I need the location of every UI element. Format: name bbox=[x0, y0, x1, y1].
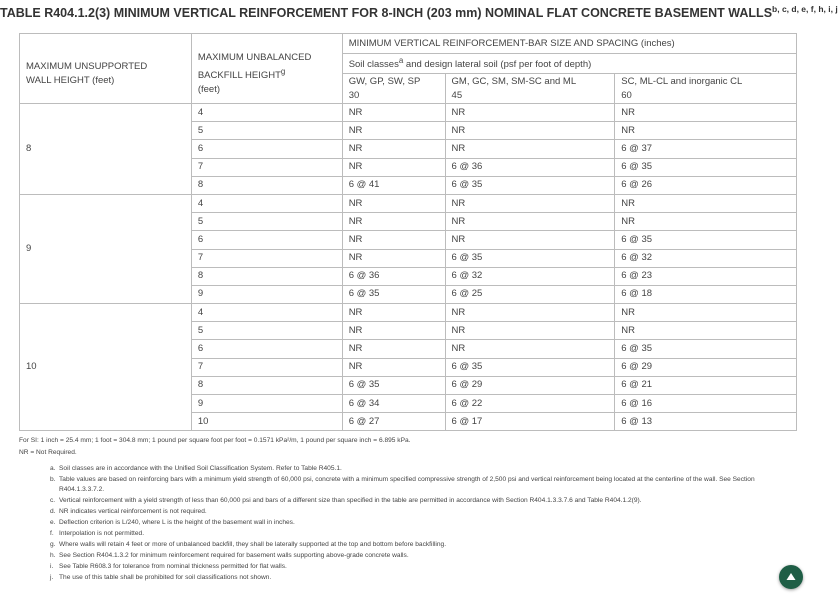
footnote-item bbox=[19, 475, 794, 496]
reinforcement-cell: 6 @ 18 bbox=[615, 285, 797, 303]
footnote-text: See Section R404.1.3.2 for minimum reinforcement required for basement walls supporting above-grade concrete walls. bbox=[59, 552, 409, 560]
title-footnote-refs[interactable]: b, c, d, e, f, h, i, j bbox=[772, 4, 838, 14]
reinforcement-cell: 6 @ 27 bbox=[342, 413, 445, 431]
reinforcement-cell: NR bbox=[615, 213, 797, 231]
reinforcement-cell: NR bbox=[615, 194, 797, 212]
footnote-text: Interpolation is not permitted. bbox=[59, 530, 145, 538]
reinforcement-cell: 6 @ 35 bbox=[342, 285, 445, 303]
backfill-height-cell: 7 bbox=[191, 358, 342, 376]
reinforcement-cell: NR bbox=[445, 231, 615, 249]
footnote-marker: b. bbox=[50, 475, 56, 483]
reinforcement-cell: NR bbox=[342, 340, 445, 358]
reinforcement-cell: 6 @ 41 bbox=[342, 176, 445, 194]
reinforcement-cell: 6 @ 35 bbox=[342, 376, 445, 394]
reinforcement-cell: NR bbox=[342, 249, 445, 267]
reinforcement-cell: 6 @ 35 bbox=[445, 249, 615, 267]
reinforcement-table bbox=[19, 33, 797, 431]
header-backfill-height bbox=[191, 34, 342, 104]
reinforcement-cell: NR bbox=[342, 122, 445, 140]
reinforcement-cell: NR bbox=[342, 213, 445, 231]
reinforcement-cell: NR bbox=[615, 322, 797, 340]
wall-height-cell: 8 bbox=[20, 104, 192, 195]
reinforcement-cell: 6 @ 21 bbox=[615, 376, 797, 394]
reinforcement-cell: 6 @ 22 bbox=[445, 395, 615, 413]
reinforcement-cell: NR bbox=[342, 358, 445, 376]
backfill-height-cell: 5 bbox=[191, 122, 342, 140]
footnote-marker: i. bbox=[50, 563, 54, 571]
footnote-item bbox=[19, 540, 794, 551]
backfill-height-cell: 7 bbox=[191, 158, 342, 176]
reinforcement-cell: NR bbox=[445, 213, 615, 231]
reinforcement-cell: NR bbox=[615, 104, 797, 122]
soil-col-header bbox=[342, 74, 445, 104]
arrow-up-icon bbox=[785, 571, 797, 583]
footnote-text: See Table R608.3 for tolerance from nominal thickness permitted for flat walls. bbox=[59, 563, 287, 571]
reinforcement-cell: 6 @ 35 bbox=[445, 358, 615, 376]
soil-col-header bbox=[615, 74, 797, 104]
scroll-top-button[interactable] bbox=[779, 565, 803, 589]
reinforcement-cell: NR bbox=[615, 304, 797, 322]
reinforcement-cell: 6 @ 36 bbox=[342, 267, 445, 285]
reinforcement-cell: NR bbox=[342, 104, 445, 122]
backfill-height-cell: 4 bbox=[191, 194, 342, 212]
backfill-height-cell: 8 bbox=[191, 267, 342, 285]
reinforcement-cell: 6 @ 35 bbox=[615, 158, 797, 176]
footnote-marker: j. bbox=[50, 574, 54, 582]
footnote-text: The use of this table shall be prohibited for soil classifications not shown. bbox=[59, 574, 272, 582]
wall-height-cell: 10 bbox=[20, 304, 192, 431]
backfill-height-cell: 6 bbox=[191, 231, 342, 249]
reinforcement-cell: NR bbox=[445, 340, 615, 358]
reinforcement-cell: 6 @ 23 bbox=[615, 267, 797, 285]
reinforcement-cell: 6 @ 32 bbox=[615, 249, 797, 267]
backfill-height-cell: 4 bbox=[191, 304, 342, 322]
reinforcement-cell: NR bbox=[445, 140, 615, 158]
reinforcement-cell: 6 @ 25 bbox=[445, 285, 615, 303]
soil-col-name: SC, ML-CL and inorganic CL bbox=[621, 75, 743, 87]
soil-col-psf: 60 bbox=[621, 89, 632, 101]
header-soil-label: Soil classes bbox=[348, 59, 399, 71]
footnote-marker: c. bbox=[50, 497, 56, 505]
backfill-height-cell: 9 bbox=[191, 285, 342, 303]
footnote-text: Where walls will retain 4 feet or more of unbalanced backfill, they shall be laterally supported at the top and bottom before backfilling. bbox=[59, 541, 447, 549]
reinforcement-cell: NR bbox=[342, 322, 445, 340]
reinforcement-cell: NR bbox=[342, 158, 445, 176]
header-backfill-text: MAXIMUM UNBALANCED BACKFILL HEIGHT bbox=[197, 51, 312, 82]
footnote-marker: e. bbox=[50, 519, 56, 527]
backfill-height-cell: 10 bbox=[191, 413, 342, 431]
footnote-text: NR indicates vertical reinforcement is not required. bbox=[59, 508, 207, 516]
footnote-item bbox=[19, 573, 794, 584]
reinforcement-cell: 6 @ 35 bbox=[445, 176, 615, 194]
reinforcement-cell: NR bbox=[615, 122, 797, 140]
reinforcement-cell: NR bbox=[342, 194, 445, 212]
wall-height-cell: 9 bbox=[20, 194, 192, 303]
footnote-item bbox=[19, 507, 794, 518]
footnote-marker: d. bbox=[50, 508, 56, 516]
backfill-height-cell: 8 bbox=[191, 176, 342, 194]
header-soil-sup[interactable]: a bbox=[398, 56, 404, 66]
header-wall-height-text: MAXIMUM UNSUPPORTED WALL HEIGHT (feet) bbox=[26, 61, 148, 86]
header-soil-rest: and design lateral soil (psf per foot of depth) bbox=[403, 59, 592, 71]
backfill-height-cell: 8 bbox=[191, 376, 342, 394]
footnote-item bbox=[19, 529, 794, 540]
soil-col-name: GM, GC, SM, SM-SC and ML bbox=[451, 75, 577, 87]
reinforcement-cell: 6 @ 36 bbox=[445, 158, 615, 176]
table-row bbox=[20, 304, 797, 322]
reinforcement-cell: NR bbox=[445, 194, 615, 212]
reinforcement-cell: NR bbox=[445, 104, 615, 122]
footnote-item bbox=[19, 562, 794, 573]
footnote-marker: g. bbox=[50, 541, 56, 549]
footnote-marker: f. bbox=[50, 530, 54, 538]
backfill-height-cell: 6 bbox=[191, 340, 342, 358]
backfill-height-cell: 9 bbox=[191, 395, 342, 413]
footnote-marker: h. bbox=[50, 552, 56, 560]
header-reinforcement-group: MINIMUM VERTICAL REINFORCEMENT-BAR SIZE AND SPACING (inches) bbox=[342, 34, 796, 54]
reinforcement-cell: NR bbox=[445, 122, 615, 140]
si-note: For SI: 1 inch = 25.4 mm; 1 foot = 304.8 mm; 1 pound per square foot per foot = 0.1571 kPa²/m, 1 pound per square inch = 6.895 kPa. bbox=[19, 437, 411, 444]
table-title-text: TABLE R404.1.2(3) MINIMUM VERTICAL REINFORCEMENT FOR 8-INCH (203 mm) NOMINAL FLAT CONCRETE BASEMENT WALLS bbox=[0, 6, 773, 21]
soil-col-psf: 30 bbox=[348, 89, 360, 101]
header-wall-height bbox=[20, 34, 192, 104]
reinforcement-cell: 6 @ 13 bbox=[615, 413, 797, 431]
soil-col-name: GW, GP, SW, SP bbox=[348, 75, 421, 87]
backfill-height-cell: 6 bbox=[191, 140, 342, 158]
header-soil-classes bbox=[342, 54, 796, 74]
backfill-height-cell: 5 bbox=[191, 213, 342, 231]
reinforcement-cell: NR bbox=[342, 231, 445, 249]
reinforcement-cell: 6 @ 35 bbox=[615, 340, 797, 358]
table-row bbox=[20, 194, 797, 212]
reinforcement-cell: 6 @ 32 bbox=[445, 267, 615, 285]
soil-col-psf: 45 bbox=[451, 89, 463, 101]
soil-col-header bbox=[445, 74, 615, 104]
reinforcement-cell: NR bbox=[342, 304, 445, 322]
reinforcement-cell: NR bbox=[445, 304, 615, 322]
table-title bbox=[0, 4, 838, 21]
footnote-item bbox=[19, 518, 794, 529]
table-row bbox=[20, 104, 797, 122]
footnote-text: Vertical reinforcement with a yield strength of less than 60,000 psi and bars of a different size than specified in the table are permitted in accordance with Section R404.1.3.3.7.6 and Table R404.1.2(9). bbox=[59, 497, 642, 505]
footnotes-list bbox=[19, 464, 794, 584]
reinforcement-cell: NR bbox=[445, 322, 615, 340]
notes-section bbox=[19, 436, 794, 584]
reinforcement-cell: NR bbox=[342, 140, 445, 158]
header-backfill-sup[interactable]: g bbox=[280, 66, 286, 76]
reinforcement-cell: 6 @ 29 bbox=[615, 358, 797, 376]
footnote-item bbox=[19, 464, 794, 475]
header-backfill-unit: (feet) bbox=[197, 84, 221, 96]
footnote-item bbox=[19, 551, 794, 562]
footnote-item bbox=[19, 496, 794, 507]
reinforcement-cell: 6 @ 37 bbox=[615, 140, 797, 158]
backfill-height-cell: 5 bbox=[191, 322, 342, 340]
reinforcement-cell: 6 @ 17 bbox=[445, 413, 615, 431]
reinforcement-cell: 6 @ 35 bbox=[615, 231, 797, 249]
backfill-height-cell: 4 bbox=[191, 104, 342, 122]
reinforcement-cell: 6 @ 26 bbox=[615, 176, 797, 194]
reinforcement-cell: 6 @ 34 bbox=[342, 395, 445, 413]
backfill-height-cell: 7 bbox=[191, 249, 342, 267]
footnote-text: Soil classes are in accordance with the Unified Soil Classification System. Refer to Table R405.1. bbox=[59, 464, 342, 472]
nr-note: NR = Not Required. bbox=[19, 449, 77, 457]
reinforcement-cell: 6 @ 29 bbox=[445, 376, 615, 394]
reinforcement-cell: 6 @ 16 bbox=[615, 395, 797, 413]
footnote-marker: a. bbox=[50, 464, 56, 472]
footnote-text: Table values are based on reinforcing bars with a minimum yield strength of 60,000 psi, concrete with a minimum specified compressive strength of 2,500 psi and vertical reinforcement being located at the centerline of the wall. See Section R404.1.3.3.7.2. bbox=[59, 475, 755, 494]
footnote-text: Deflection criterion is L/240, where L is the height of the basement wall in inches. bbox=[59, 519, 295, 527]
